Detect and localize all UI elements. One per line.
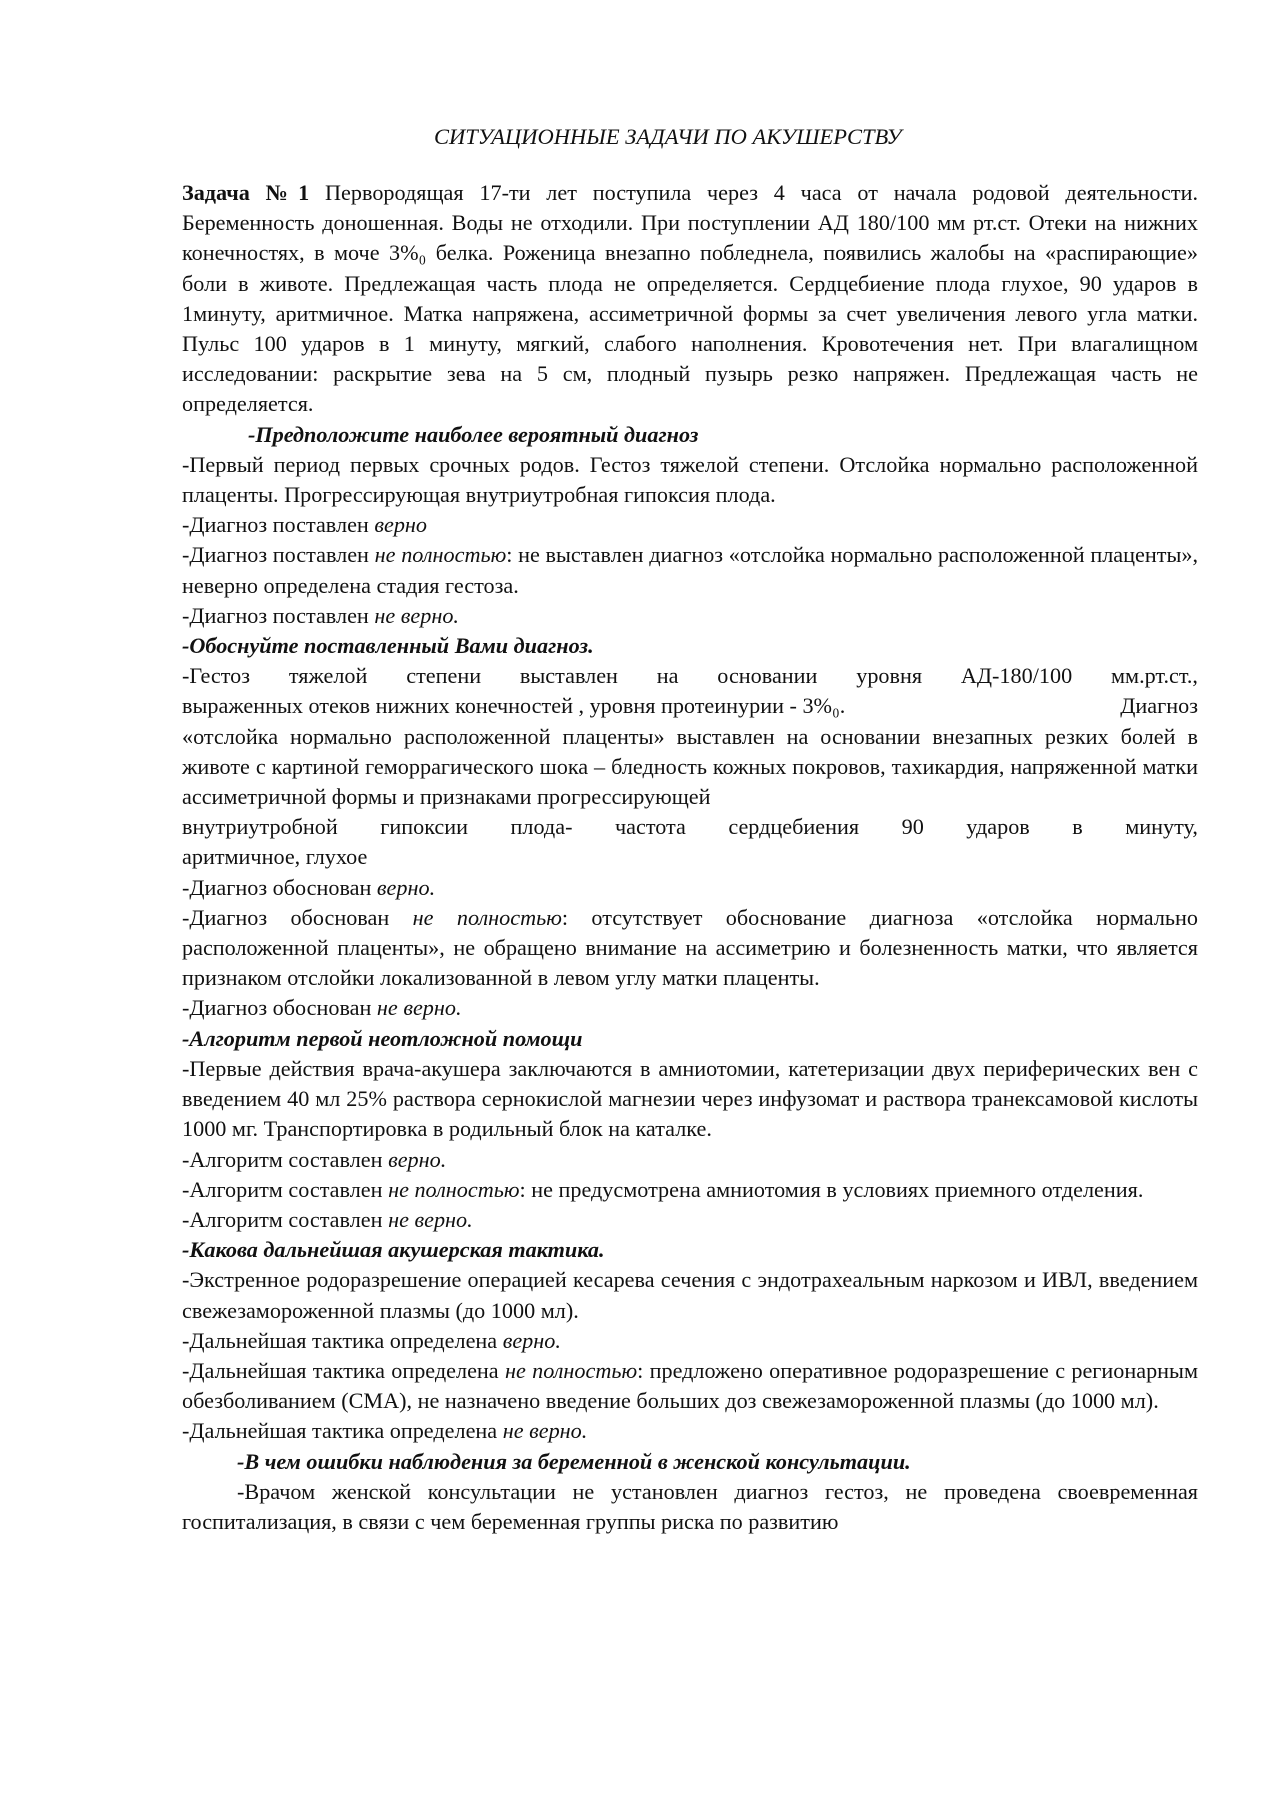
q2-word: основании — [717, 663, 818, 689]
q2-word: минуту, — [1125, 814, 1198, 840]
q1-grade-correct — [182, 510, 1198, 540]
q3-grade-correct-word: верно. — [388, 1146, 447, 1172]
q2-heading: -Обоснуйте поставленный Вами диагноз. — [182, 633, 594, 659]
q2-word: гипоксии — [380, 814, 469, 840]
q4-grade-partial-word: не полностью — [504, 1357, 638, 1383]
q3-grade-correct-prefix: -Алгоритм составлен — [182, 1146, 389, 1172]
q2-answer-rest: «отслойка нормально расположенной плаценты» выставлен на основании внезапных резких болей в животе с картиной геморрагического шока – бледность кожных покровов, тахикардия, напряженной матки ассиметричной формы и признаками прогрессирующей — [182, 723, 1198, 810]
q3-answer: -Первые действия врача-акушера заключаются в амниотомии, катетеризации двух периферических вен с введением 40 мл 25% раствора сернокислой магнезии через инфузомат и раствора транексамовой кислоты 1000 мг. Транспортировка в родильный блок на каталке. — [182, 1055, 1198, 1142]
q2-answer-line2 — [182, 691, 1198, 721]
q4-grade-partial-rest: : предложено оперативное родоразрешение с регионарным обезболиванием (СМА), не назначено введение больших доз свежезамороженной плазмы (до 1000 мл). — [182, 1357, 1198, 1414]
q3-grade-partial-rest: : не предусмотрена амниотомия в условиях приемного отделения. — [519, 1176, 1144, 1202]
q2-word: сердцебиения — [728, 814, 860, 840]
q2-word: выставлен — [519, 663, 618, 689]
q2-grade-partial-rest: : отсутствует обоснование диагноза «отслойка нормально расположенной плаценты», не обращено внимание на ассиметрию и болезненность матки, что является признаком отслойки локализованной в левом углу матки плаценты. — [182, 904, 1198, 991]
q4-grade-partial — [182, 1356, 1198, 1416]
q2-word: плода- — [510, 814, 573, 840]
q2-grade-correct — [182, 873, 1198, 903]
q2-grade-partial-word: не полностью — [412, 904, 562, 930]
q2-grade-wrong-word: не верно. — [376, 995, 462, 1021]
q1-heading: -Предположите наиболее вероятный диагноз — [248, 421, 699, 447]
q3-grade-partial-word: не полностью — [388, 1176, 520, 1202]
q1-grade-wrong-word: не верно. — [374, 602, 459, 628]
q4-grade-correct-word: верно. — [502, 1327, 561, 1353]
q4-answer: -Экстренное родоразрешение операцией кесарева сечения с эндотрахеальным наркозом и ИВЛ, введением свежезамороженной плазмы (до 1000 мл). — [182, 1267, 1198, 1323]
q2-word: внутриутробной — [182, 814, 338, 840]
q2-word: в — [1072, 814, 1083, 840]
task-label: Задача №1 — [182, 180, 310, 205]
q2-word: мм.рт.ст., — [1110, 663, 1198, 689]
q2-answer-line1 — [182, 661, 1198, 691]
q2-word: тяжелой — [288, 663, 368, 689]
q3-grade-correct — [182, 1145, 1198, 1175]
q2-word: на — [656, 663, 679, 689]
task-text: Первородящая 17-ти лет поступила через 4 часа от начала родовой деятельности. Беременность доношенная. Воды не отходили. При поступлении АД 180/100 мм рт.ст. Отеки на нижних конечностях, в моче 3%₀ белка. Роженица внезапно побледнела, появились жалобы на «распирающие» боли в животе. Предлежащая часть плода не определяется. Сердцебиение плода глухое, 90 ударов в 1минуту, аритмичное. Матка напряжена, ассиметричной формы за счет увеличения левого угла матки. Пульс 100 ударов в 1 минуту, мягкий, слабого наполнения. Кровотечения нет. При влагалищном исследовании: раскрытие зева на 5 см, плодный пузырь резко напряжен. Предлежащая часть не определяется. — [182, 180, 1198, 417]
q3-grade-wrong — [182, 1205, 1198, 1235]
q2-answer-line-hypoxia — [182, 812, 1198, 842]
q4-grade-wrong — [182, 1416, 1198, 1446]
q4-grade-correct — [182, 1326, 1198, 1356]
q5-heading: -В чем ошибки наблюдения за беременной в женской консультации. — [237, 1448, 911, 1474]
q1-grade-correct-word: верно — [374, 512, 428, 538]
q3-grade-partial — [182, 1175, 1198, 1205]
q1-grade-wrong-prefix: -Диагноз поставлен — [182, 602, 375, 628]
q2-word: 90 — [901, 814, 924, 840]
q3-grade-wrong-prefix: -Алгоритм составлен — [182, 1206, 389, 1232]
q3-grade-partial-prefix: -Алгоритм составлен — [182, 1176, 389, 1202]
q4-grade-wrong-word: не верно. — [502, 1418, 588, 1444]
q3-grade-wrong-word: не верно. — [388, 1206, 473, 1232]
q2-grade-correct-word: верно. — [376, 874, 436, 900]
q1-grade-partial-prefix: -Диагноз поставлен — [182, 542, 375, 568]
q4-grade-correct-prefix: -Дальнейшая тактика определена — [182, 1327, 503, 1353]
q2-answer-last: аритмичное, глухое — [182, 844, 368, 870]
q2-grade-wrong-prefix: -Диагноз обоснован — [182, 995, 377, 1021]
q2-grade-partial-prefix: -Диагноз обоснован — [182, 904, 413, 930]
q1-grade-correct-prefix: -Диагноз поставлен — [182, 512, 375, 538]
q4-grade-partial-prefix: -Дальнейшая тактика определена — [182, 1357, 505, 1383]
q2-grade-correct-prefix: -Диагноз обоснован — [182, 874, 377, 900]
document-title: СИТУАЦИОННЫЕ ЗАДАЧИ ПО АКУШЕРСТВУ — [434, 124, 902, 149]
q1-grade-wrong — [182, 601, 1198, 631]
q2-word: -Гестоз — [182, 663, 251, 689]
task-statement — [182, 178, 1198, 420]
q1-answer: -Первый период первых срочных родов. Гестоз тяжелой степени. Отслойка нормально расположенной плаценты. Прогрессирующая внутриутробная гипоксия плода. — [182, 451, 1198, 508]
q2-answer-line2-left: выраженных отеков нижних конечностей , уровня протеинурии - 3%₀. — [182, 693, 846, 719]
q1-grade-partial-rest: : не выставлен диагноз «отслойка нормально расположенной плаценты», неверно определена стадия гестоза. — [182, 542, 1198, 598]
q4-heading: -Какова дальнейшая акушерская тактика. — [182, 1237, 605, 1263]
q1-grade-partial-word: не полностью — [374, 542, 507, 568]
q2-grade-partial — [182, 903, 1198, 994]
q1-grade-partial — [182, 540, 1198, 600]
q2-word: степени — [406, 663, 482, 689]
q2-grade-wrong — [182, 993, 1198, 1023]
document-body — [182, 178, 1198, 1537]
q2-word: АД-180/100 — [960, 663, 1073, 689]
q2-word: уровня — [856, 663, 923, 689]
q5-answer-text: -Врачом женской консультации не установлен диагноз гестоз, не проведена своевременная госпитализация, в связи с чем беременная группы риска по развитию — [182, 1478, 1198, 1534]
q2-answer-line2-right: Диагноз — [1120, 693, 1198, 719]
q4-grade-wrong-prefix: -Дальнейшая тактика определена — [182, 1418, 503, 1444]
q2-word: ударов — [966, 814, 1030, 840]
q2-word: частота — [614, 814, 686, 840]
q5-answer — [182, 1477, 1198, 1537]
q3-heading: -Алгоритм первой неотложной помощи — [182, 1025, 583, 1051]
